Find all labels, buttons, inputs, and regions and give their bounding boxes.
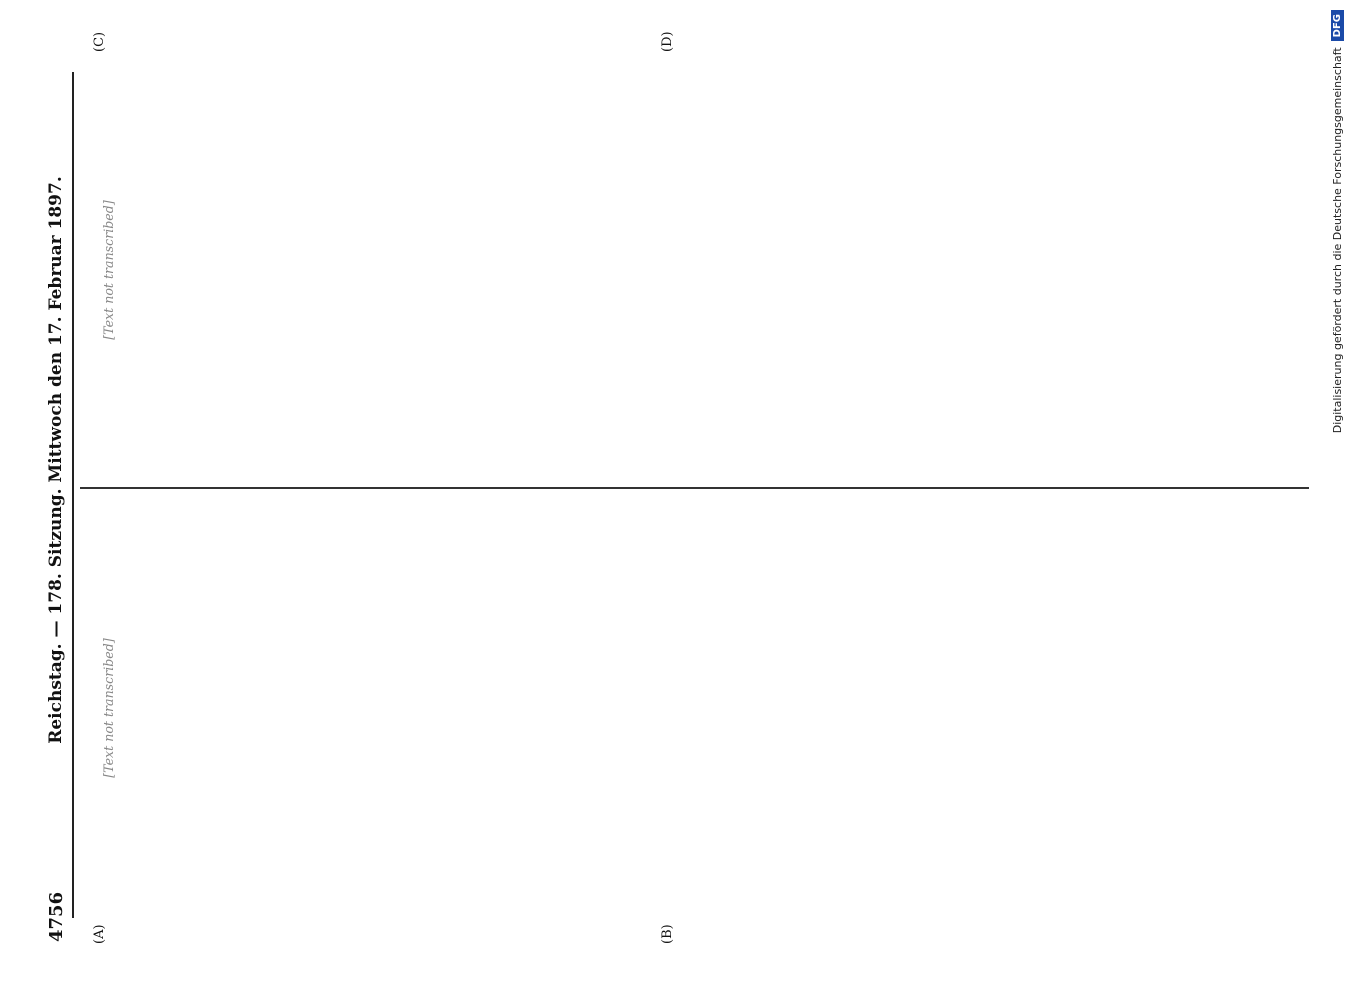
margin-mark-c: (C) [92, 31, 107, 52]
running-head: Reichstag. — 178. Sitzung. Mittwoch den 17. Februar 1897. [46, 176, 66, 744]
page-header [38, 0, 72, 1000]
left-column [80, 498, 1313, 918]
margin-mark-b: (B) [660, 924, 675, 944]
dfg-strip [1321, 0, 1353, 1000]
dfg-logo: DFG [1331, 10, 1344, 41]
right-column-placeholder: [Text not transcribed] [101, 200, 116, 340]
column-separator [80, 488, 1309, 490]
left-column-placeholder: [Text not transcribed] [101, 638, 116, 778]
page-number: 4756 [46, 891, 67, 942]
right-column [80, 60, 1313, 480]
funding-note: Digitalisierung gefördert durch die Deutsche Forschungsgemeinschaft [1330, 47, 1344, 434]
header-rule [72, 72, 74, 918]
margin-mark-d: (D) [660, 31, 675, 52]
margin-mark-a: (A) [92, 924, 107, 944]
